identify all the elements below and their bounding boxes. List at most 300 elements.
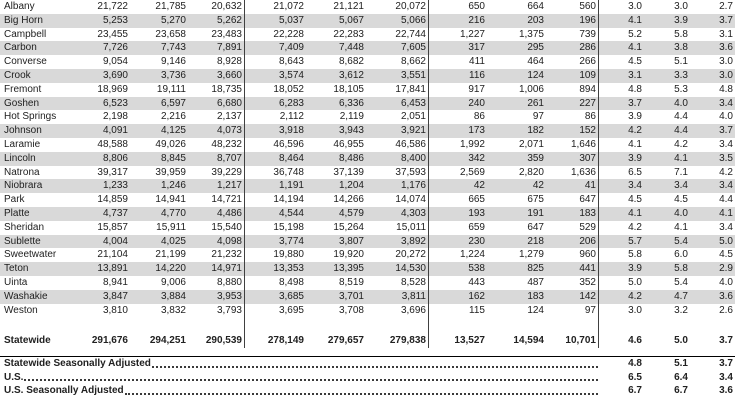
- cell: 664: [527, 1, 544, 12]
- cell: 8,486: [338, 152, 364, 164]
- county-name: Teton: [4, 263, 29, 275]
- cell: 14,971: [188, 262, 245, 276]
- cell: 3,612: [338, 69, 364, 81]
- cell: 18,969: [97, 83, 128, 95]
- cell: 8,400: [366, 152, 429, 166]
- cell: 6,597: [160, 97, 186, 109]
- cell: 9,146: [160, 56, 186, 68]
- cell: 3.0: [719, 69, 733, 81]
- county-name: Sheridan: [4, 221, 45, 233]
- statewide-cell: 291,676: [91, 335, 128, 347]
- cell: 650: [468, 1, 485, 12]
- county-name: Washakie: [4, 290, 48, 302]
- cell: 8,880: [188, 276, 245, 290]
- statewide-cell: 279,838: [366, 334, 429, 348]
- cell: 4,073: [188, 124, 245, 138]
- cell: 3,811: [366, 290, 429, 304]
- cell: 36,748: [273, 166, 304, 178]
- cell: 14,194: [273, 194, 304, 206]
- cell: 14,266: [333, 194, 364, 206]
- county-name: Johnson: [4, 125, 42, 137]
- cell: 8,941: [102, 276, 128, 288]
- cell: 4,125: [160, 125, 186, 137]
- footer-rate-cell: 3.6: [719, 385, 733, 397]
- county-name: Sublette: [4, 235, 41, 247]
- cell: 8,682: [338, 56, 364, 68]
- cell: 37,139: [333, 166, 364, 178]
- table-row: [0, 55, 735, 69]
- cell: 22,283: [333, 28, 364, 40]
- cell: 3,574: [278, 69, 304, 81]
- cell: 15,911: [156, 221, 186, 233]
- county-name: Converse: [4, 56, 47, 68]
- cell: 4.7: [674, 290, 688, 302]
- cell: 14,721: [188, 193, 245, 207]
- cell: 3.9: [674, 14, 688, 26]
- cell: 5.8: [628, 249, 642, 261]
- county-name: Park: [4, 194, 25, 206]
- cell: 20,072: [366, 0, 429, 14]
- cell: 5.8: [674, 263, 688, 275]
- table-row: [0, 304, 735, 318]
- cell: 2,112: [279, 111, 304, 123]
- cell: 4.2: [719, 166, 733, 178]
- cell: 115: [469, 304, 485, 316]
- cell: 352: [546, 276, 599, 290]
- cell: 3,685: [278, 290, 304, 302]
- cell: 8,643: [278, 56, 304, 68]
- cell: 3,807: [338, 235, 364, 247]
- gap: [0, 348, 735, 356]
- cell: 3.9: [628, 263, 642, 275]
- cell: 3,953: [188, 290, 245, 304]
- cell: 894: [546, 83, 599, 97]
- cell: 183: [527, 290, 544, 302]
- table-row: [0, 28, 735, 42]
- statewide-cell: 14,594: [513, 335, 544, 347]
- cell: 3,832: [160, 304, 186, 316]
- cell: 4,025: [160, 235, 186, 247]
- cell: 6.0: [674, 249, 688, 261]
- statewide-cell: 294,251: [149, 335, 186, 347]
- county-name: Sweetwater: [4, 249, 57, 261]
- spacer-cell: [546, 317, 599, 334]
- statewide-row: [0, 334, 735, 348]
- cell: 359: [527, 152, 544, 164]
- cell: 3,708: [338, 304, 364, 316]
- cell: 15,264: [333, 221, 364, 233]
- dot-leader: [24, 379, 598, 381]
- cell: 1,224: [459, 249, 485, 261]
- cell: 21,199: [155, 249, 186, 261]
- cell: 3.4: [674, 180, 688, 192]
- cell: 487: [527, 276, 544, 288]
- cell: 1,191: [278, 180, 304, 192]
- cell: 647: [527, 221, 544, 233]
- cell: 6.5: [628, 166, 642, 178]
- cell: 3.6: [719, 290, 733, 302]
- cell: 825: [527, 263, 544, 275]
- cell: 22,228: [273, 28, 304, 40]
- cell: 1,375: [518, 28, 544, 40]
- cell: 4.8: [719, 83, 733, 95]
- spacer-cell: [245, 317, 306, 334]
- table-row: [0, 0, 735, 14]
- footer-row: [0, 357, 735, 371]
- cell: 23,483: [188, 28, 245, 42]
- cell: 4,737: [102, 207, 128, 219]
- cell: 3,943: [338, 125, 364, 137]
- cell: 295: [527, 42, 544, 54]
- cell: 529: [546, 221, 599, 235]
- cell: 14,941: [155, 194, 186, 206]
- footer-row: [0, 384, 735, 398]
- spacer-cell: [644, 317, 690, 334]
- cell: 3,696: [366, 304, 429, 318]
- statewide-cell: 10,701: [546, 334, 599, 348]
- spacer-cell: [130, 317, 188, 334]
- cell: 3.6: [719, 42, 733, 54]
- cell: 4.8: [628, 83, 642, 95]
- cell: 1,204: [338, 180, 364, 192]
- cell: 240: [468, 97, 485, 109]
- cell: 191: [527, 207, 544, 219]
- county-name: Uinta: [4, 276, 28, 288]
- cell: 41: [546, 179, 599, 193]
- cell: 42: [473, 180, 485, 192]
- cell: 4.1: [674, 221, 688, 233]
- cell: 4.1: [628, 42, 642, 54]
- cell: 560: [546, 0, 599, 14]
- cell: 116: [469, 69, 485, 81]
- cell: 21,722: [97, 1, 128, 12]
- county-name: Hot Springs: [4, 111, 57, 123]
- county-name: Platte: [4, 207, 30, 219]
- table-row: [0, 235, 735, 249]
- cell: 7,448: [338, 42, 364, 54]
- cell: 14,220: [155, 263, 186, 275]
- spacer-cell: [0, 317, 70, 334]
- cell: 4,091: [102, 125, 128, 137]
- cell: 5.8: [674, 28, 688, 40]
- spacer-cell: [429, 317, 487, 334]
- county-name: Fremont: [4, 83, 42, 95]
- cell: 7,605: [366, 41, 429, 55]
- cell: 142: [546, 290, 599, 304]
- cell: 3.1: [719, 28, 733, 40]
- cell: 4.1: [674, 152, 688, 164]
- cell: 182: [527, 125, 544, 137]
- cell: 8,845: [160, 152, 186, 164]
- cell: 2,820: [518, 166, 544, 178]
- table-row: [0, 221, 735, 235]
- cell: 15,540: [188, 221, 245, 235]
- cell: 4.5: [628, 194, 642, 206]
- county-name: Natrona: [4, 166, 40, 178]
- cell: 4.4: [719, 194, 733, 206]
- cell: 5.0: [628, 276, 642, 288]
- cell: 39,959: [155, 166, 186, 178]
- cell: 1,279: [518, 249, 544, 261]
- cell: 8,806: [102, 152, 128, 164]
- cell: 9,054: [102, 56, 128, 68]
- cell: 21,785: [155, 1, 186, 12]
- cell: 1,227: [459, 28, 485, 40]
- cell: 8,707: [188, 152, 245, 166]
- cell: 20,272: [366, 248, 429, 262]
- cell: 216: [468, 14, 485, 26]
- table-row: [0, 262, 735, 276]
- cell: 162: [468, 290, 485, 302]
- cell: 18,105: [333, 83, 364, 95]
- county-name: Lincoln: [4, 152, 36, 164]
- cell: 7,891: [188, 41, 245, 55]
- table-row: [0, 166, 735, 180]
- cell: 3.5: [719, 152, 733, 164]
- cell: 9,006: [160, 276, 186, 288]
- cell: 21,121: [333, 1, 364, 12]
- table-row: [0, 124, 735, 138]
- cell: 3.4: [719, 97, 733, 109]
- cell: 196: [546, 14, 599, 28]
- table-row: [0, 138, 735, 152]
- cell: 49,026: [155, 138, 186, 150]
- cell: 261: [527, 97, 544, 109]
- cell: 203: [527, 14, 544, 26]
- table-row: [0, 83, 735, 97]
- cell: 4,303: [366, 207, 429, 221]
- cell: 441: [546, 262, 599, 276]
- cell: 18,052: [273, 83, 304, 95]
- cell: 538: [468, 263, 485, 275]
- cell: 2,071: [518, 138, 544, 150]
- cell: 411: [469, 56, 485, 68]
- cell: 193: [468, 207, 485, 219]
- cell: 2,119: [339, 111, 364, 123]
- cell: 4.2: [628, 221, 642, 233]
- spacer-cell: [188, 317, 245, 334]
- cell: 20,632: [188, 0, 245, 14]
- cell: 2,569: [459, 166, 485, 178]
- footer-label-cell: [0, 384, 599, 398]
- cell: 2.6: [719, 304, 733, 316]
- statewide-cell: 5.0: [674, 335, 688, 347]
- cell: 464: [527, 56, 544, 68]
- cell: 48,232: [188, 138, 245, 152]
- cell: 2,051: [366, 110, 429, 124]
- cell: 13,353: [273, 263, 304, 275]
- cell: 2.7: [719, 1, 733, 12]
- cell: 86: [473, 111, 485, 123]
- cell: 48,588: [97, 138, 128, 150]
- county-name: Albany: [4, 1, 35, 12]
- cell: 266: [546, 55, 599, 69]
- cell: 3,892: [366, 235, 429, 249]
- cell: 46,955: [333, 138, 364, 150]
- cell: 4.1: [628, 138, 642, 150]
- cell: 4,770: [160, 207, 186, 219]
- statewide-label: Statewide: [4, 335, 51, 347]
- cell: 3,918: [278, 125, 304, 137]
- dot-leader: [125, 393, 598, 395]
- cell: 3.4: [719, 180, 733, 192]
- cell: 6,283: [278, 97, 304, 109]
- table-row: [0, 152, 735, 166]
- cell: 3,774: [278, 235, 304, 247]
- cell: 3,793: [188, 304, 245, 318]
- cell: 5.7: [628, 235, 642, 247]
- county-name: Big Horn: [4, 14, 43, 26]
- cell: 7,726: [102, 42, 128, 54]
- county-name: Crook: [4, 69, 31, 81]
- cell: 18,735: [188, 83, 245, 97]
- footer-label-cell: [0, 371, 599, 385]
- cell: 4.2: [628, 290, 642, 302]
- cell: 15,857: [97, 221, 128, 233]
- table-row: [0, 97, 735, 111]
- cell: 8,498: [278, 276, 304, 288]
- footer-label: Statewide Seasonally Adjusted: [4, 358, 151, 370]
- cell: 1,233: [102, 180, 128, 192]
- cell: 3.4: [719, 138, 733, 150]
- cell: 1,636: [546, 166, 599, 180]
- cell: 739: [546, 28, 599, 42]
- cell: 1,246: [160, 180, 186, 192]
- cell: 5,262: [188, 14, 245, 28]
- cell: 317: [468, 42, 485, 54]
- table-row: [0, 207, 735, 221]
- cell: 4.5: [719, 249, 733, 261]
- statewide-cell: 278,149: [267, 335, 304, 347]
- cell: 647: [546, 193, 599, 207]
- spacer-cell: [306, 317, 366, 334]
- cell: 3.0: [628, 304, 642, 316]
- cell: 3,921: [366, 124, 429, 138]
- cell: 7.1: [674, 166, 688, 178]
- cell: 3.9: [628, 152, 642, 164]
- cell: 14,530: [366, 262, 429, 276]
- cell: 675: [527, 194, 544, 206]
- cell: 5,067: [338, 14, 364, 26]
- spacer-cell: [70, 317, 130, 334]
- cell: 8,519: [338, 276, 364, 288]
- table-row: [0, 41, 735, 55]
- cell: 14,859: [97, 194, 128, 206]
- county-name: Weston: [4, 304, 38, 316]
- cell: 3.4: [719, 221, 733, 233]
- cell: 97: [532, 111, 544, 123]
- cell: 206: [546, 235, 599, 249]
- cell: 173: [468, 125, 485, 137]
- cell: 19,880: [273, 249, 304, 261]
- cell: 4.0: [719, 111, 733, 123]
- cell: 8,528: [366, 276, 429, 290]
- cell: 8,928: [188, 55, 245, 69]
- cell: 152: [546, 124, 599, 138]
- county-name: Carbon: [4, 42, 37, 54]
- cell: 4,098: [188, 235, 245, 249]
- footer-rate-cell: 6.7: [628, 385, 642, 397]
- table-row: [0, 290, 735, 304]
- cell: 5.4: [674, 276, 688, 288]
- cell: 8,464: [278, 152, 304, 164]
- cell: 5.0: [719, 235, 733, 247]
- cell: 5.4: [674, 235, 688, 247]
- footer-rate-cell: 3.7: [719, 358, 733, 370]
- table-row: [0, 248, 735, 262]
- cell: 19,920: [333, 249, 364, 261]
- cell: 4.2: [674, 138, 688, 150]
- cell: 5,037: [278, 14, 304, 26]
- cell: 4.1: [719, 207, 733, 219]
- cell: 46,586: [366, 138, 429, 152]
- cell: 3.8: [674, 42, 688, 54]
- cell: 4.0: [674, 97, 688, 109]
- cell: 19,111: [156, 83, 186, 95]
- cell: 22,744: [366, 28, 429, 42]
- cell: 3.2: [674, 304, 688, 316]
- cell: 14,074: [366, 193, 429, 207]
- footer-label: U.S.: [4, 371, 24, 383]
- statewide-cell: 290,539: [188, 334, 245, 348]
- spacer-cell: [366, 317, 429, 334]
- cell: 659: [468, 221, 485, 233]
- cell: 4.0: [674, 207, 688, 219]
- table-row: [0, 179, 735, 193]
- cell: 6,523: [102, 97, 128, 109]
- cell: 3,847: [102, 290, 128, 302]
- footer-row: [0, 371, 735, 385]
- table-row: [0, 69, 735, 83]
- cell: 1,176: [366, 179, 429, 193]
- cell: 4,486: [188, 207, 245, 221]
- cell: 230: [468, 235, 485, 247]
- cell: 3.0: [628, 1, 642, 12]
- cell: 97: [546, 304, 599, 318]
- cell: 2,137: [188, 110, 245, 124]
- cell: 3.3: [674, 69, 688, 81]
- cell: 1,006: [518, 83, 544, 95]
- cell: 3,884: [160, 290, 186, 302]
- cell: 1,992: [459, 138, 485, 150]
- cell: 227: [546, 97, 599, 111]
- cell: 3.0: [674, 1, 688, 12]
- cell: 286: [546, 41, 599, 55]
- cell: 183: [546, 207, 599, 221]
- spacer-cell: [487, 317, 546, 334]
- cell: 1,217: [188, 179, 245, 193]
- spacer-cell: [690, 317, 735, 334]
- cell: 13,891: [97, 263, 128, 275]
- dot-leader: [152, 366, 598, 368]
- footer-rate-cell: 6.5: [628, 371, 642, 383]
- cell: 21,072: [273, 1, 304, 12]
- cell: 3.0: [719, 56, 733, 68]
- cell: 3.7: [719, 14, 733, 26]
- cell: 4.0: [719, 276, 733, 288]
- cell: 5,253: [102, 14, 128, 26]
- county-name: Campbell: [4, 28, 47, 40]
- cell: 917: [468, 83, 485, 95]
- cell: 15,011: [366, 221, 429, 235]
- cell: 4.4: [674, 111, 688, 123]
- cell: 342: [468, 152, 485, 164]
- cell: 4.4: [674, 125, 688, 137]
- cell: 21,232: [188, 248, 245, 262]
- statewide-cell: 4.6: [628, 335, 642, 347]
- cell: 124: [527, 304, 544, 316]
- cell: 4.1: [628, 14, 642, 26]
